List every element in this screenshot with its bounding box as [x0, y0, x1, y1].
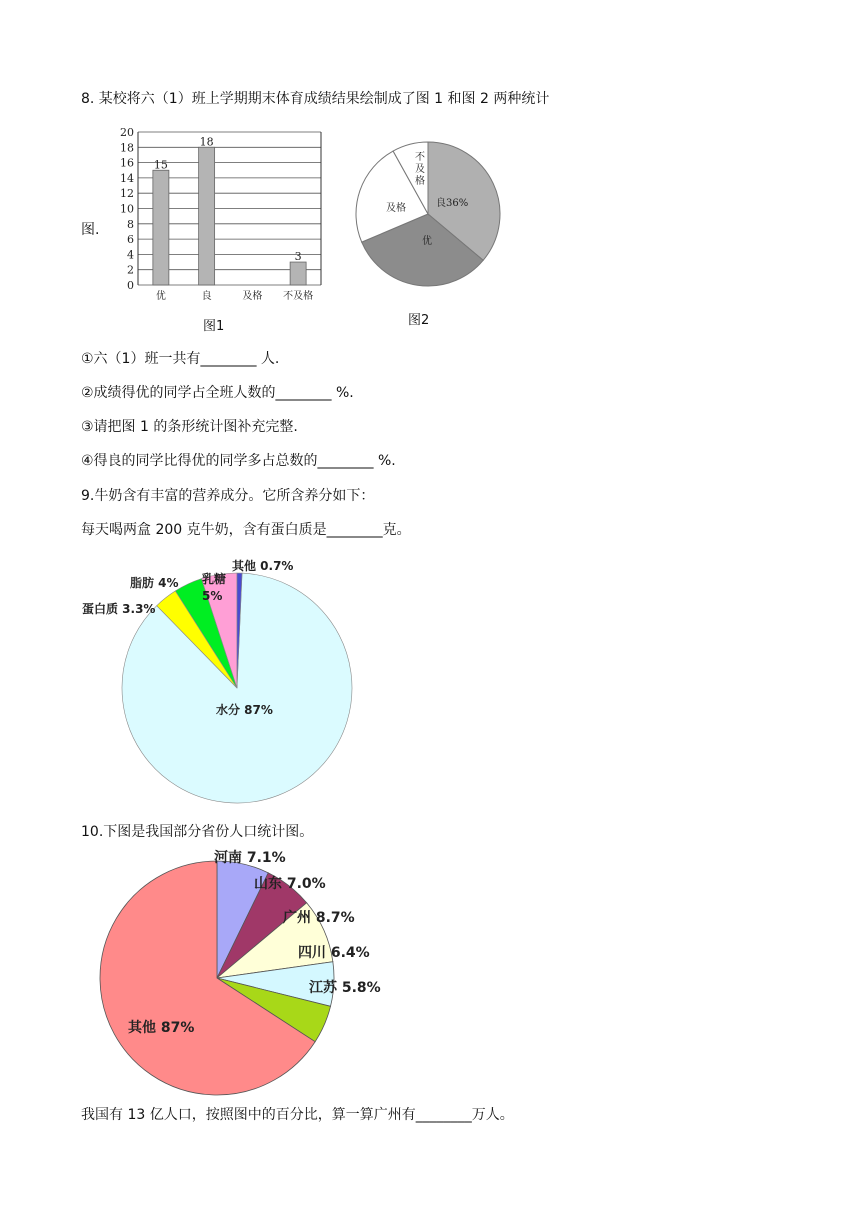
- pie-chart-milk: [70, 552, 370, 812]
- y-tick-label: 4: [127, 248, 134, 262]
- q8-title-tail: 图.: [81, 222, 100, 238]
- q8-item-3: ③请把图 1 的条形统计图补充完整.: [81, 419, 298, 435]
- bar-xlabels: [156, 289, 313, 302]
- pie-label-you: 优: [422, 236, 432, 247]
- y-tick-label: 16: [120, 156, 134, 170]
- y-tick-label: 6: [127, 233, 134, 247]
- q8-item-4: ④得良的同学比得优的同学多占总数的________ %.: [81, 453, 396, 469]
- pop-label-shandong: 山东 7.0%: [254, 876, 326, 892]
- bar-data-label: 18: [199, 135, 214, 149]
- x-tick-label: 及格: [242, 291, 263, 302]
- pie-chart-population: [90, 842, 420, 1102]
- milk-slices: [122, 573, 352, 803]
- pie-label-bujige: 及: [415, 164, 425, 175]
- q9-title: 9.牛奶含有丰富的营养成分。它所含养分如下：: [81, 488, 375, 504]
- pop-label-henan: 河南 7.1%: [214, 850, 286, 866]
- y-tick-label: 18: [120, 141, 134, 155]
- fig1-caption: 图1: [203, 319, 225, 334]
- y-tick-label: 0: [127, 279, 134, 292]
- x-tick-label: 优: [155, 291, 166, 302]
- x-tick-label: 良: [201, 291, 212, 302]
- q8-item-2: ②成绩得优的同学占全班人数的________ %.: [81, 385, 354, 401]
- pie-label-jige: 及格: [386, 203, 406, 214]
- y-tick-label: 12: [120, 187, 134, 201]
- pie-label-bujige: 不: [415, 152, 425, 163]
- milk-label-fat: 脂肪 4%: [130, 576, 179, 590]
- pie-label-bujige: 格: [415, 176, 425, 187]
- pop-label-jiangsu: 江苏 5.8%: [309, 980, 381, 996]
- q10-title: 10.下图是我国部分省份人口统计图。: [81, 824, 314, 840]
- bar-bars: [153, 135, 306, 285]
- bar: [290, 262, 306, 285]
- x-tick-label: 不及格: [283, 291, 314, 302]
- pie-label-liang: 良36%: [436, 198, 469, 209]
- bar: [153, 170, 169, 285]
- y-tick-label: 8: [127, 217, 134, 231]
- q8-item-1: ①六（1）班一共有________ 人.: [81, 351, 280, 367]
- q9-question: 每天喝两盒 200 克牛奶，含有蛋白质是________克。: [81, 522, 411, 538]
- milk-label-lactose-pct: 5%: [202, 589, 223, 603]
- milk-label-protein: 蛋白质 3.3%: [82, 602, 156, 616]
- pop-slices: [100, 861, 334, 1095]
- bar-data-label: 3: [294, 250, 302, 264]
- fig2-caption: 图2: [408, 313, 430, 328]
- pop-label-sichuan: 四川 6.4%: [298, 945, 370, 961]
- milk-label-water: 水分 87%: [216, 703, 273, 717]
- pop-label-other: 其他 87%: [128, 1020, 195, 1036]
- bar-data-label: 15: [153, 158, 168, 172]
- fig2-slices: [356, 142, 500, 286]
- y-tick-label: 14: [120, 171, 134, 185]
- y-tick-label: 10: [120, 202, 134, 216]
- pop-label-guangzhou: 广州 8.7%: [283, 910, 355, 926]
- bar-chart-fig1: [116, 124, 332, 306]
- q8-title: 8. 某校将六（1）班上学期期末体育成绩结果绘制成了图 1 和图 2 两种统计: [81, 91, 550, 107]
- milk-label-other: 其他 0.7%: [232, 559, 294, 573]
- bar-yticks: [120, 126, 134, 292]
- bar: [199, 147, 215, 285]
- q10-question: 我国有 13 亿人口，按照图中的百分比，算一算广州有________万人。: [81, 1107, 514, 1123]
- milk-label-lactose: 乳糖: [202, 572, 227, 586]
- y-tick-label: 20: [120, 126, 134, 139]
- pie-chart-fig2: [350, 136, 510, 296]
- y-tick-label: 2: [127, 263, 134, 277]
